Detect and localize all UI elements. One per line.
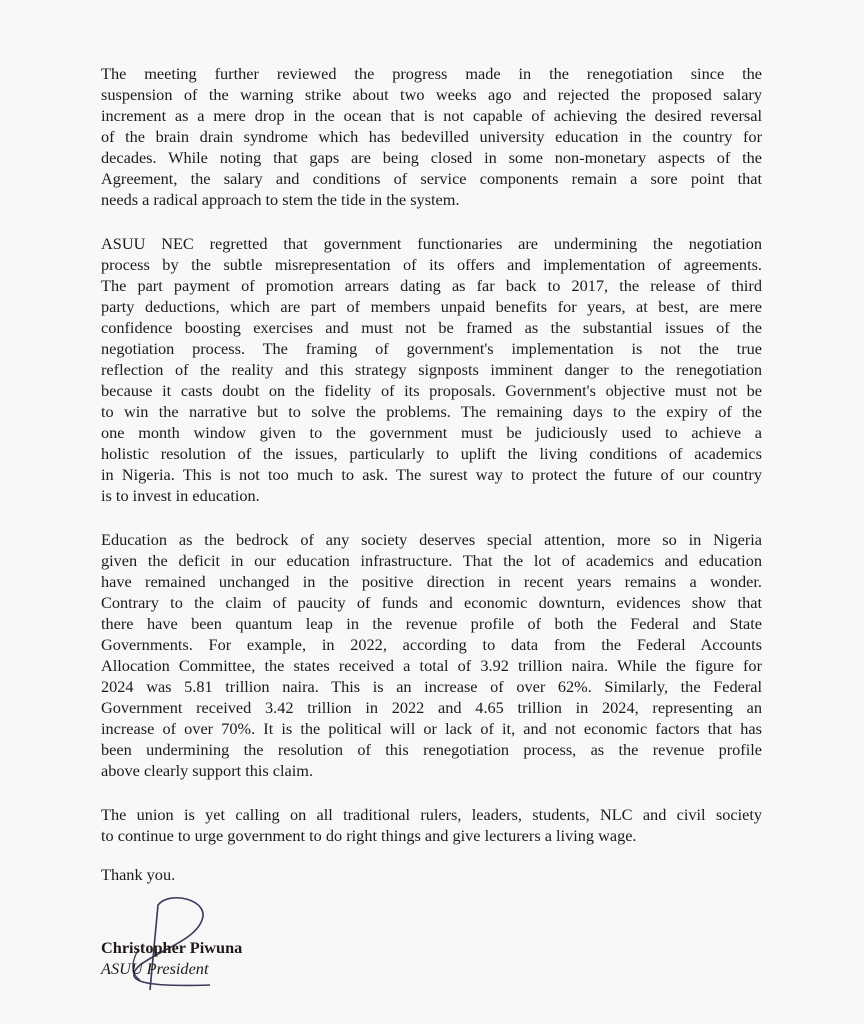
text-line: Allocation Committee, the states received a total of 3.92 trillion naira. While the figure for: [101, 656, 762, 675]
text-line: suspension of the warning strike about two weeks ago and rejected the proposed salary: [101, 85, 762, 104]
text-line: Agreement, the salary and conditions of service components remain a sore point that: [101, 169, 762, 188]
closing-text: Thank you.: [101, 865, 176, 884]
text-line: needs a radical approach to stem the tide in the system.: [101, 190, 460, 209]
text-line: reflection of the reality and this strategy signposts imminent danger to the renegotiation: [101, 360, 762, 379]
paragraph: [101, 233, 762, 506]
text-line: to win the narrative but to solve the problems. The remaining days to the expiry of the: [101, 402, 762, 421]
text-line: Education as the bedrock of any society deserves special attention, more so in Nigeria: [101, 530, 762, 549]
text-line: is to invest in education.: [101, 486, 260, 505]
text-line: process by the subtle misrepresentation of its offers and implementation of agreements.: [101, 255, 762, 274]
text-line: increment as a mere drop in the ocean that is not capable of achieving the desired reversal: [101, 106, 762, 125]
text-line: confidence boosting exercises and must not be framed as the substantial issues of the: [101, 318, 762, 337]
text-line: negotiation process. The framing of government's implementation is not the true: [101, 339, 762, 358]
text-line: holistic resolution of the issues, particularly to uplift the living conditions of academics: [101, 444, 762, 463]
text-line: one month window given to the government must be judiciously used to achieve a: [101, 423, 762, 442]
text-line: in Nigeria. This is not too much to ask. The surest way to protect the future of our country: [101, 465, 762, 484]
signatory-title: ASUU President: [101, 959, 209, 978]
text-line: above clearly support this claim.: [101, 761, 314, 780]
text-line: to continue to urge government to do right things and give lecturers a living wage.: [101, 826, 637, 845]
text-line: increase of over 70%. It is the political will or lack of it, and not economic factors that has: [101, 719, 762, 738]
text-line: The union is yet calling on all traditional rulers, leaders, students, NLC and civil society: [101, 805, 762, 824]
letter-body: [101, 63, 762, 869]
text-line: The meeting further reviewed the progress made in the renegotiation since the: [101, 64, 762, 83]
text-line: party deductions, which are part of members unpaid benefits for years, at best, are mere: [101, 297, 762, 316]
text-line: been undermining the resolution of this renegotiation process, as the revenue profile: [101, 740, 762, 759]
paragraph: [101, 529, 762, 781]
text-line: ASUU NEC regretted that government functionaries are undermining the negotiation: [101, 234, 762, 253]
text-line: because it casts doubt on the fidelity of its proposals. Government's objective must not be: [101, 381, 762, 400]
text-line: of the brain drain syndrome which has bedevilled university education in the country for: [101, 127, 762, 146]
text-line: decades. While noting that gaps are being closed in some non-monetary aspects of the: [101, 148, 762, 167]
signatory-name: Christopher Piwuna: [101, 938, 243, 957]
paragraph: [101, 63, 762, 210]
signature-block: [101, 937, 242, 979]
text-line: Contrary to the claim of paucity of funds and economic downturn, evidences show that: [101, 593, 762, 612]
text-line: Government received 3.42 trillion in 2022 and 4.65 trillion in 2024, representing an: [101, 698, 762, 717]
text-line: Governments. For example, in 2022, according to data from the Federal Accounts: [101, 635, 762, 654]
paragraph: [101, 804, 762, 846]
text-line: have remained unchanged in the positive direction in recent years remains a wonder.: [101, 572, 762, 591]
text-line: given the deficit in our education infrastructure. That the lot of academics and education: [101, 551, 762, 570]
text-line: there have been quantum leap in the revenue profile of both the Federal and State: [101, 614, 762, 633]
text-line: 2024 was 5.81 trillion naira. This is an increase of over 62%. Similarly, the Federal: [101, 677, 762, 696]
text-line: The part payment of promotion arrears dating as far back to 2017, the release of third: [101, 276, 762, 295]
